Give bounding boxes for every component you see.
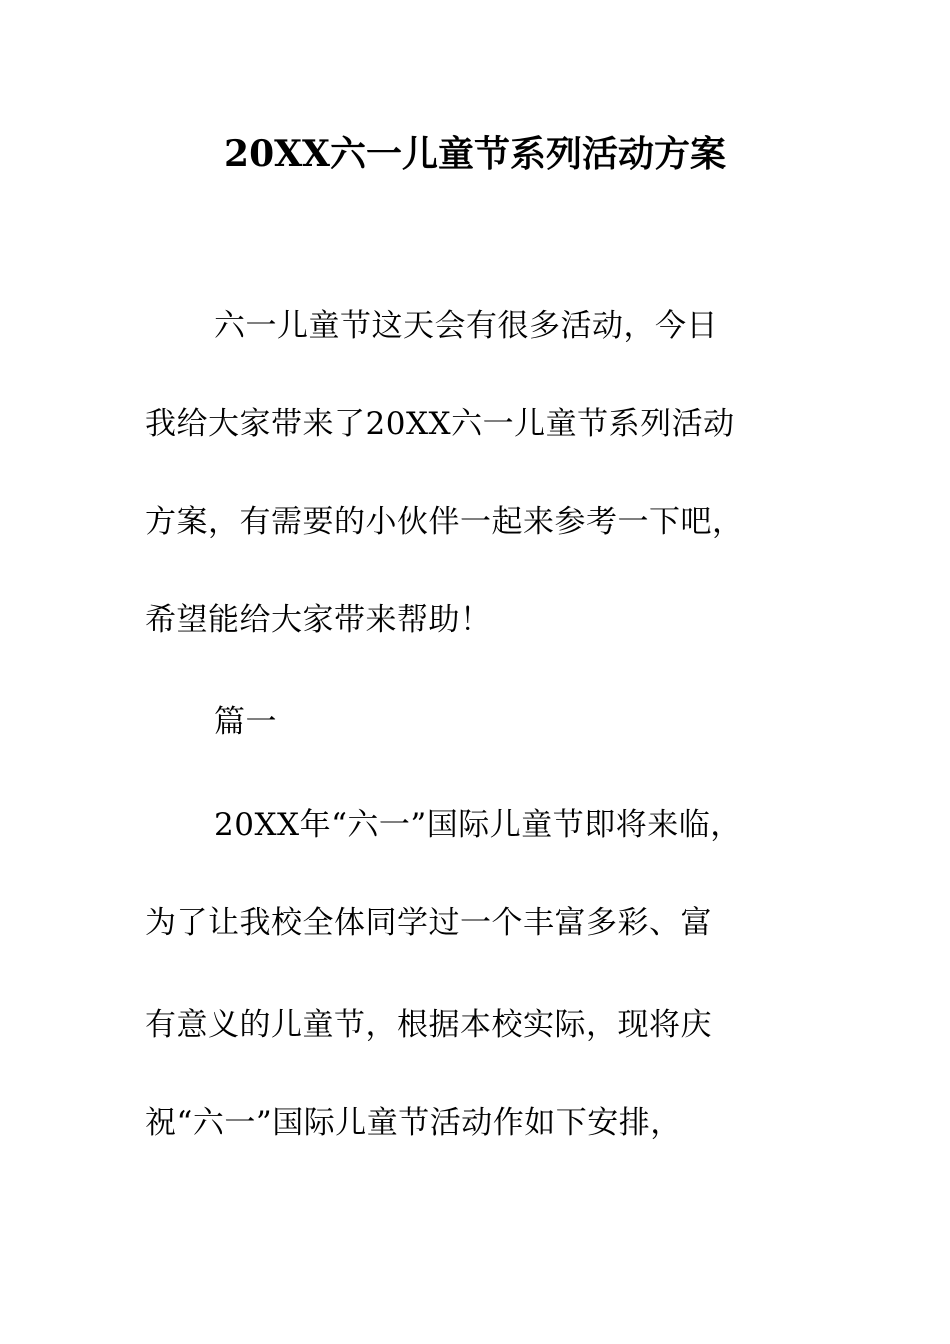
intro-line-2: 我给大家带来了20XX六一儿童节系列活动: [145, 406, 735, 442]
document-title: 20XX六一儿童节系列活动方案: [224, 133, 726, 175]
intro-line-4: 希望能给大家带来帮助！: [145, 602, 492, 638]
body-line-2: 为了让我校全体同学过一个丰富多彩、富: [145, 905, 712, 941]
intro-line-1: 六一儿童节这天会有很多活动，今日: [214, 308, 718, 344]
intro-line-3: 方案，有需要的小伙伴一起来参考一下吧，: [145, 504, 744, 540]
body-line-1: 20XX年“六一”国际儿童节即将来临，: [214, 807, 742, 843]
section-heading: 篇一: [214, 704, 277, 740]
body-line-4: 祝“六一”国际儿童节活动作如下安排，: [145, 1105, 682, 1141]
body-line-3: 有意义的儿童节，根据本校实际，现将庆: [145, 1007, 712, 1043]
